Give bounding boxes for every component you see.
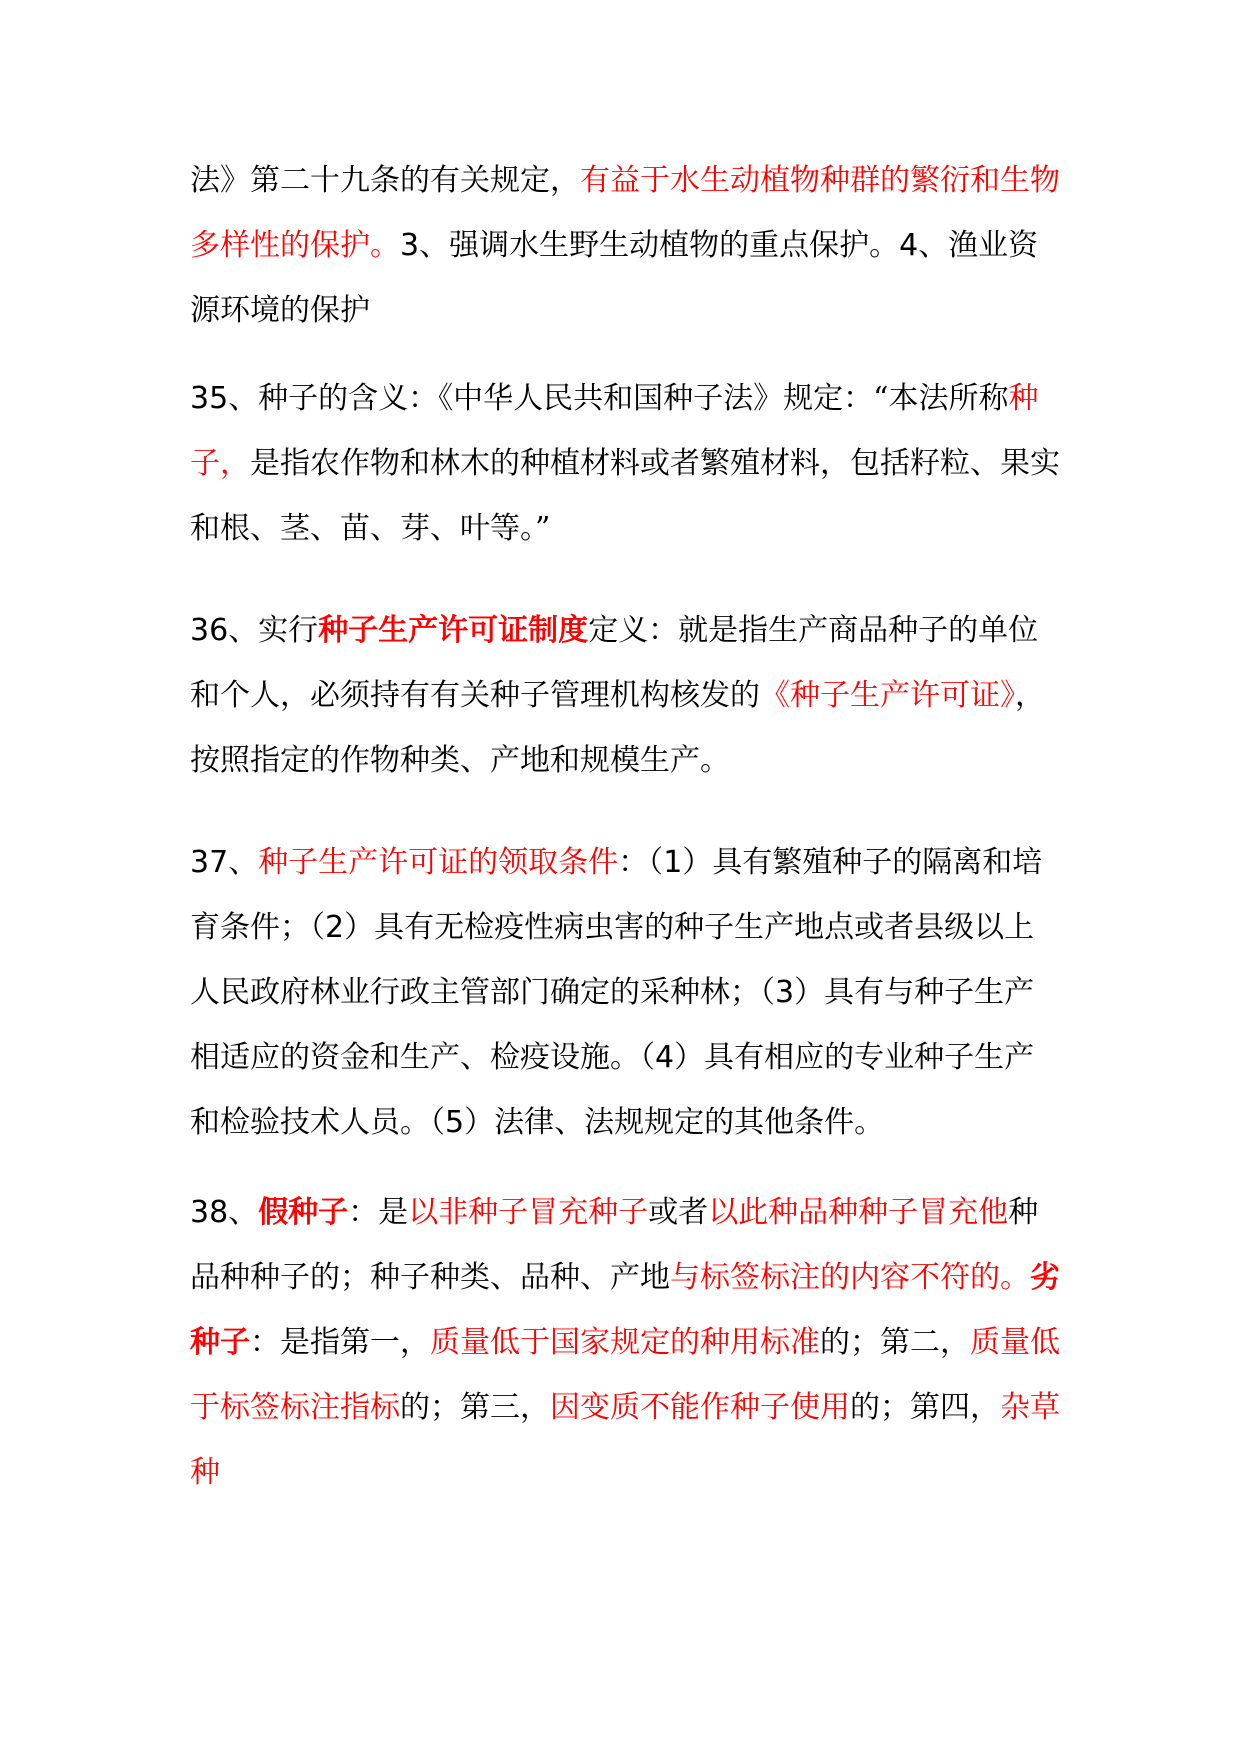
highlighted-text-run: 种子生产许可证制度 — [318, 613, 589, 648]
text-run: 或者 — [648, 1195, 709, 1230]
highlighted-text-run: 质量低于标签标注指标 — [190, 1325, 1060, 1425]
number-text-run: 3 — [775, 975, 795, 1010]
number-text-run: 37 — [190, 845, 229, 880]
highlighted-text-run: 劣种子 — [190, 1260, 1060, 1360]
highlighted-text-run: 种子生产许可证的领取条件 — [258, 845, 619, 880]
text-run: ：是指第一， — [250, 1325, 430, 1360]
number-text-run: 4 — [899, 228, 919, 263]
text-run: 、 — [228, 845, 259, 880]
paragraph-37-license-conditions — [190, 830, 1060, 1155]
highlighted-text-run: 质量低于国家规定的种用标准 — [430, 1325, 820, 1360]
text-run: 的；第四， — [850, 1390, 1000, 1425]
number-text-run: 1 — [663, 845, 683, 880]
text-run: ：是 — [348, 1195, 409, 1230]
text-run: ，按照指定的作物种类、产地和规模生产。 — [190, 678, 1045, 778]
number-text-run: 38 — [190, 1195, 229, 1230]
number-text-run: 4 — [655, 1040, 675, 1075]
paragraph-36-seed-production-license — [190, 598, 1060, 793]
highlighted-text-run: 因变质不能作种子使用 — [550, 1390, 850, 1425]
highlighted-text-run: 有益于水生动植物种群的繁衍和生物多样性的保护。 — [190, 163, 1060, 263]
text-run: ）具有无检疫性病虫害的种子生产地点或者县级以上人民政府林业行政主管部门确定的采种林；（ — [190, 910, 1035, 1010]
text-run: 、强调水生野生动植物的重点保护。 — [419, 228, 900, 263]
number-text-run: 3 — [400, 228, 420, 263]
paragraph-35-seed-definition — [190, 366, 1060, 561]
paragraph-38-fake-inferior-seeds — [190, 1180, 1060, 1505]
highlighted-text-run: 以非种子冒充种子 — [408, 1195, 649, 1230]
text-run: 、渔业资源环境的保护 — [190, 228, 1039, 328]
text-run: 、 — [228, 1195, 259, 1230]
highlighted-text-run: 种子， — [190, 381, 1039, 481]
text-run: 法》第二十九条的有关规定， — [190, 163, 580, 198]
highlighted-text-run: 假种子 — [258, 1195, 349, 1230]
paragraph-fishery-law-continuation — [190, 148, 1060, 343]
number-text-run: 5 — [445, 1105, 465, 1140]
number-text-run: 36 — [190, 613, 229, 648]
text-run: 定义：就是指生产商品种子的单位和个人，必须持有有关种子管理机构核发的 — [190, 613, 1039, 713]
text-run: ）具有繁殖种子的隔离和培育条件；（ — [190, 845, 1043, 945]
text-run: ：（ — [618, 845, 664, 880]
highlighted-text-run: 《种子生产许可证》 — [760, 678, 1015, 713]
text-run: 的；第三， — [400, 1390, 550, 1425]
text-run: 、种子的含义：《中华人民共和国种子法》规定：“本法所称 — [228, 381, 1009, 416]
text-run: 是指农作物和林木的种植材料或者繁殖材料，包括籽粒、果实和根、茎、苗、芽、叶等。” — [190, 446, 1060, 546]
text-run: ）法律、法规规定的其他条件。 — [464, 1105, 885, 1140]
highlighted-text-run: 以此种品种种子冒充他 — [708, 1195, 1009, 1230]
text-run: ）具有相应的专业种子生产和检验技术人员。（ — [190, 1040, 1035, 1140]
highlighted-text-run: 与标签标注的内容不符的。 — [670, 1260, 1030, 1295]
highlighted-text-run: 杂草种 — [190, 1390, 1060, 1490]
text-run: 种品种种子的；种子种类、品种、产地 — [190, 1195, 1039, 1295]
number-text-run: 35 — [190, 381, 229, 416]
text-run: ）具有与种子生产相适应的资金和生产、检疫设施。（ — [190, 975, 1035, 1075]
text-run: 、实行 — [228, 613, 319, 648]
number-text-run: 2 — [325, 910, 345, 945]
text-run: 的；第二， — [820, 1325, 970, 1360]
